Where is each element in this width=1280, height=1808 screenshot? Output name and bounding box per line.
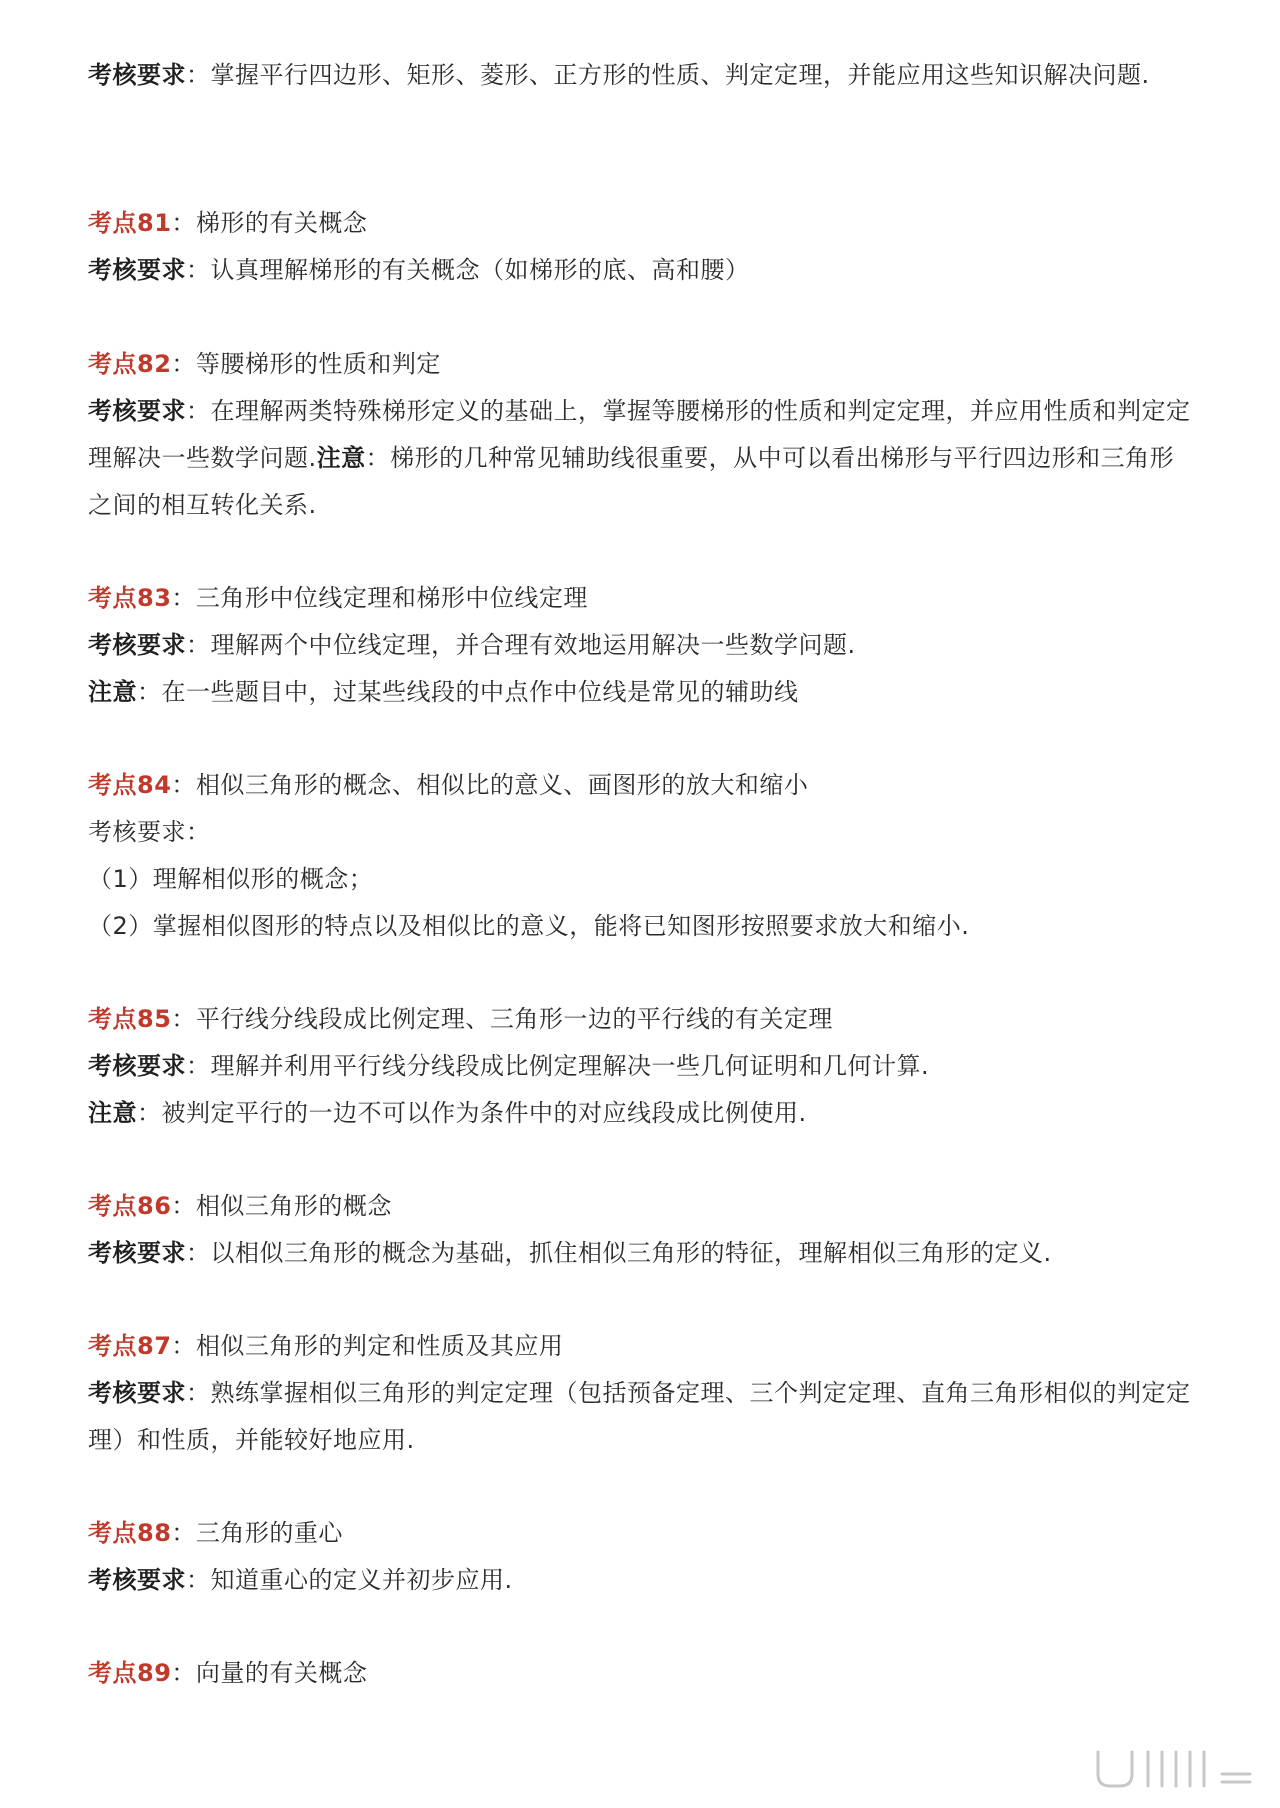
- requirement-line: 考核要求：以相似三角形的概念为基础，抓住相似三角形的特征，理解相似三角形的定义.: [88, 1239, 1052, 1267]
- point-title: 相似三角形的概念、相似比的意义、画图形的放大和缩小: [195, 771, 809, 799]
- requirement-text: 在理解两类特殊梯形定义的基础上，掌握等腰梯形的性质和判定定理，并应用性质和判定定理解决一些数学问题.: [88, 397, 1191, 472]
- list-item: （1）理解相似形的概念；: [88, 865, 374, 893]
- point-heading: 考点85：平行线分线段成比例定理、三角形一边的平行线的有关定理: [88, 1005, 833, 1033]
- requirement-line: 考核要求：理解并利用平行线分线段成比例定理解决一些几何证明和几何计算.: [88, 1052, 930, 1080]
- requirement-text: 知道重心的定义并初步应用.: [210, 1566, 513, 1594]
- point-heading: 考点81：梯形的有关概念: [88, 209, 368, 237]
- requirement-label: 考核要求: [88, 256, 186, 284]
- point-tag: 考点81: [88, 209, 172, 237]
- point-title: 三角形中位线定理和梯形中位线定理: [195, 584, 588, 612]
- requirement-text: 掌握平行四边形、矩形、菱形、正方形的性质、判定定理，并能应用这些知识解决问题.: [210, 61, 1150, 89]
- requirement-text: 理解两个中位线定理，并合理有效地运用解决一些数学问题.: [210, 631, 856, 659]
- point-heading: 考点83：三角形中位线定理和梯形中位线定理: [88, 584, 588, 612]
- requirement-line: 考核要求：认真理解梯形的有关概念（如梯形的底、高和腰）: [88, 256, 750, 284]
- requirement-text: 理解并利用平行线分线段成比例定理解决一些几何证明和几何计算.: [210, 1052, 930, 1080]
- requirement-label: 考核要求: [88, 397, 186, 425]
- point-86-block: [88, 1183, 1198, 1277]
- requirement-line: 考核要求：掌握平行四边形、矩形、菱形、正方形的性质、判定定理，并能应用这些知识解决问题.: [88, 61, 1150, 89]
- requirement-label: 考核要求: [88, 631, 186, 659]
- point-tag: 考点86: [88, 1192, 172, 1220]
- requirement-line: 考核要求：熟练掌握相似三角形的判定定理（包括预备定理、三个判定定理、直角三角形相似的判定定理）和性质，并能较好地应用.: [88, 1379, 1191, 1454]
- requirement-label: 考核要求: [88, 1052, 186, 1080]
- point-title: 梯形的有关概念: [195, 209, 368, 237]
- point-85-block: [88, 996, 1198, 1137]
- note-label: 注意: [88, 678, 137, 706]
- requirement-line: 考核要求：知道重心的定义并初步应用.: [88, 1566, 513, 1594]
- point-tag: 考点85: [88, 1005, 172, 1033]
- requirement-line: 考核要求：理解两个中位线定理，并合理有效地运用解决一些数学问题.: [88, 631, 856, 659]
- point-heading: 考点82：等腰梯形的性质和判定: [88, 350, 441, 378]
- point-82-block: [88, 341, 1198, 529]
- note-text: 梯形的几种常见辅助线很重要，从中可以看出梯形与平行四边形和三角形之间的相互转化关系.: [88, 444, 1175, 519]
- note-line: 注意：在一些题目中，过某些线段的中点作中位线是常见的辅助线: [88, 678, 799, 706]
- point-title: 相似三角形的概念: [195, 1192, 392, 1220]
- requirement-text: 熟练掌握相似三角形的判定定理（包括预备定理、三个判定定理、直角三角形相似的判定定理）和性质，并能较好地应用.: [88, 1379, 1191, 1454]
- note-text: 在一些题目中，过某些线段的中点作中位线是常见的辅助线: [161, 678, 799, 706]
- note-text: 被判定平行的一边不可以作为条件中的对应线段成比例使用.: [161, 1099, 807, 1127]
- point-tag: 考点87: [88, 1332, 172, 1360]
- point-tag: 考点84: [88, 771, 172, 799]
- point-title: 平行线分线段成比例定理、三角形一边的平行线的有关定理: [195, 1005, 833, 1033]
- requirement-label: 考核要求: [88, 1566, 186, 1594]
- point-title: 等腰梯形的性质和判定: [195, 350, 441, 378]
- point-tag: 考点88: [88, 1519, 172, 1547]
- requirement-text: 认真理解梯形的有关概念（如梯形的底、高和腰）: [210, 256, 750, 284]
- point-tag: 考点83: [88, 584, 172, 612]
- note-line: 注意：被判定平行的一边不可以作为条件中的对应线段成比例使用.: [88, 1099, 807, 1127]
- requirement-label: 考核要求: [88, 1239, 186, 1267]
- requirement-line: 考核要求：在理解两类特殊梯形定义的基础上，掌握等腰梯形的性质和判定定理，并应用性质和判定定理解决一些数学问题.注意：梯形的几种常见辅助线很重要，从中可以看出梯形与平行四边形和三角形之间的相互转化关系.: [88, 397, 1191, 519]
- point-heading: 考点89：向量的有关概念: [88, 1659, 368, 1687]
- note-label: 注意: [316, 444, 366, 472]
- point-heading: 考点88：三角形的重心: [88, 1519, 343, 1547]
- list-item: （2）掌握相似图形的特点以及相似比的意义，能将已知图形按照要求放大和缩小.: [88, 912, 970, 940]
- point-87-block: [88, 1323, 1198, 1464]
- point-tag: 考点82: [88, 350, 172, 378]
- note-label: 注意: [88, 1099, 137, 1127]
- point-title: 三角形的重心: [195, 1519, 343, 1547]
- requirement-text: 以相似三角形的概念为基础，抓住相似三角形的特征，理解相似三角形的定义.: [210, 1239, 1052, 1267]
- point-84-block: [88, 762, 1198, 950]
- requirement-label: 考核要求: [88, 1379, 186, 1407]
- point-heading: 考点84：相似三角形的概念、相似比的意义、画图形的放大和缩小: [88, 771, 809, 799]
- point-heading: 考点87：相似三角形的判定和性质及其应用: [88, 1332, 564, 1360]
- point-89-block: [88, 1650, 1198, 1697]
- requirement-plain: 考核要求：: [88, 818, 211, 846]
- point-title: 相似三角形的判定和性质及其应用: [195, 1332, 564, 1360]
- point-title: 向量的有关概念: [195, 1659, 368, 1687]
- requirement-label: 考核要求: [88, 61, 186, 89]
- intro-block: [88, 52, 1198, 99]
- point-tag: 考点89: [88, 1659, 172, 1687]
- point-81-block: [88, 200, 1198, 294]
- point-83-block: [88, 575, 1198, 716]
- point-heading: 考点86：相似三角形的概念: [88, 1192, 392, 1220]
- watermark-logo-icon: [1090, 1744, 1258, 1794]
- point-88-block: [88, 1510, 1198, 1604]
